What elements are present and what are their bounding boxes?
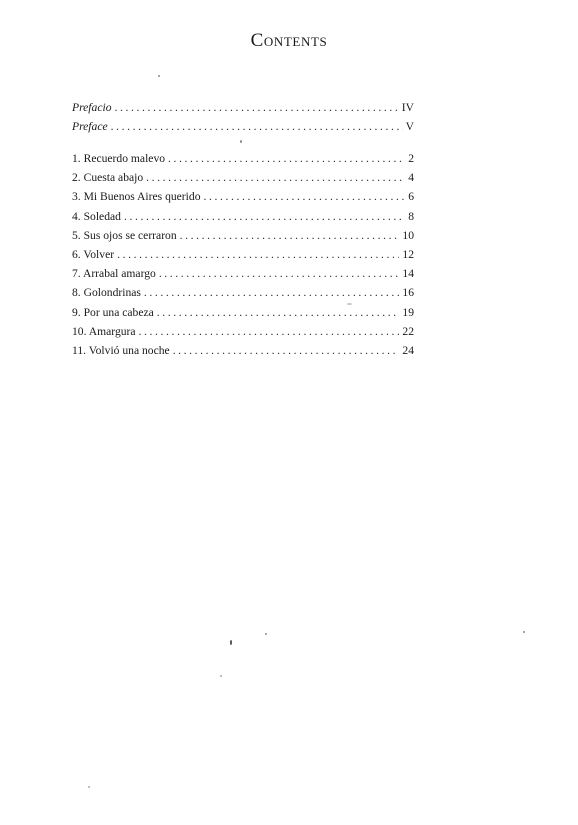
toc-row [72,248,414,267]
toc-entry-label: 3. Mi Buenos Aires querido [72,190,201,204]
scan-speck [347,303,352,305]
toc-page-number: 6 [408,190,414,204]
scan-speck [230,640,232,645]
toc-row [72,210,414,229]
dot-leader [159,267,400,280]
toc-page-number: V [405,120,414,134]
toc-entry-label: Prefacio [72,101,112,114]
toc-entry-label: 9. Por una cabeza [72,305,154,319]
dot-leader [139,325,400,338]
toc-entry-label: 4. Soledad [72,209,121,223]
toc-entry-label: 11. Volvió una noche [72,343,170,357]
toc-page-number: 8 [408,209,414,223]
toc-row [72,229,414,248]
toc-row [72,325,414,344]
toc-page-number: 14 [402,267,414,281]
toc-row [72,101,414,120]
toc-entry-label: 1. Recuerdo malevo [72,152,166,165]
toc-row [72,190,414,209]
toc-row [72,120,414,139]
dot-leader [204,190,406,203]
toc-page-number: IV [401,101,414,114]
scan-speck [88,786,90,788]
toc-page-number: 2 [408,152,414,165]
toc-page-number: 16 [402,286,414,300]
toc-row [72,171,414,190]
dot-leader [180,229,400,242]
dot-leader [173,344,400,357]
scan-speck [265,633,267,635]
toc-entry-label: 8. Golondrinas [72,286,141,300]
toc-row [72,306,414,325]
scan-speck [240,140,242,143]
dot-leader [146,171,405,184]
toc-entry-label: 10. Amargura [72,324,136,338]
toc-row [72,152,414,171]
toc-page-number: 12 [402,247,414,261]
dot-leader [144,286,399,299]
dot-leader [157,306,400,319]
toc-row [72,286,414,305]
toc-entry-label: 5. Sus ojos se cerraron [72,228,177,242]
front-matter-list [72,101,414,139]
toc-page-number: 24 [402,343,414,357]
toc-entry-label: 7. Arrabal amargo [72,267,156,281]
toc-row [72,344,414,363]
toc-page-number: 4 [408,171,414,185]
contents-list [72,152,414,363]
toc-entry-label: 6. Volver [72,247,115,261]
toc-page-number: 22 [402,324,414,338]
toc-entry-label: 2. Cuesta abajo [72,171,144,185]
dot-leader [117,248,399,261]
scan-speck [523,631,525,633]
scan-speck [158,75,160,77]
dot-leader [124,210,405,223]
toc-row [72,267,414,286]
scan-speck [220,675,222,677]
dot-leader [168,152,405,165]
dot-leader [111,120,403,133]
page-title: Contents [250,30,328,51]
toc-page-number: 10 [402,228,414,242]
toc-page-number: 19 [402,305,414,319]
toc-entry-label: Preface [72,120,108,134]
dot-leader [115,101,399,114]
